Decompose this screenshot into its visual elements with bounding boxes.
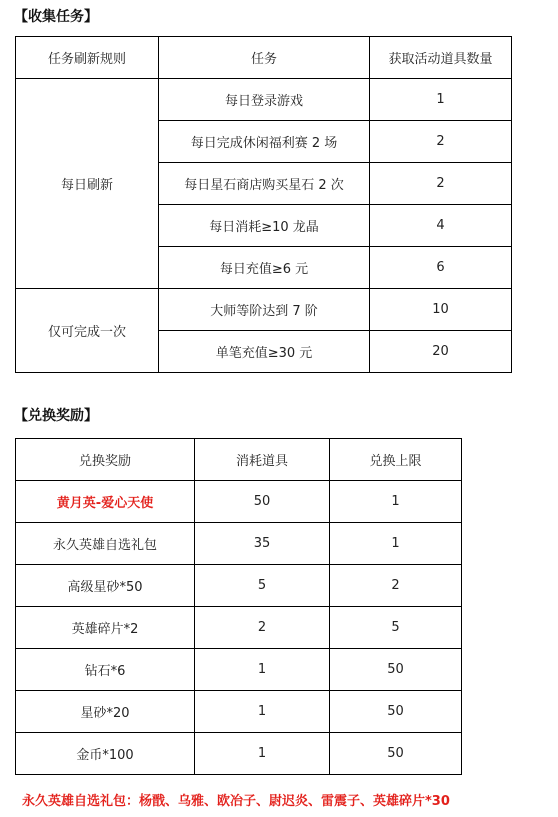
reward-cell: 黄月英-爱心天使	[16, 481, 195, 523]
quantity-cell: 6	[370, 247, 512, 289]
limit-cell: 1	[330, 481, 462, 523]
gift-pack-footnote: 永久英雄自选礼包：杨戬、乌雅、欧冶子、尉迟炎、雷震子、英雄碎片*30	[22, 794, 450, 809]
exchange-section-title: 【兑换奖励】	[14, 408, 98, 424]
collect-tasks-body	[16, 37, 512, 373]
reward-cell: 钻石*6	[16, 649, 195, 691]
header-reward: 兑换奖励	[16, 439, 195, 481]
refresh-rule-cell: 仅可完成一次	[16, 289, 159, 373]
table-header-row	[16, 439, 462, 481]
header-refresh-rule: 任务刷新规则	[16, 37, 159, 79]
limit-cell: 1	[330, 523, 462, 565]
quantity-cell: 2	[370, 163, 512, 205]
limit-cell: 50	[330, 691, 462, 733]
exchange-rewards-table	[15, 438, 462, 775]
cost-cell: 2	[195, 607, 330, 649]
quantity-cell: 2	[370, 121, 512, 163]
table-row	[16, 523, 462, 565]
table-row	[16, 481, 462, 523]
table-row	[16, 565, 462, 607]
header-cost: 消耗道具	[195, 439, 330, 481]
reward-cell: 金币*100	[16, 733, 195, 775]
table-row	[16, 649, 462, 691]
collect-section-title: 【收集任务】	[14, 9, 98, 25]
limit-cell: 5	[330, 607, 462, 649]
cost-cell: 1	[195, 649, 330, 691]
cost-cell: 5	[195, 565, 330, 607]
reward-cell: 英雄碎片*2	[16, 607, 195, 649]
task-cell: 每日星石商店购买星石 2 次	[159, 163, 370, 205]
task-cell: 每日消耗≥10 龙晶	[159, 205, 370, 247]
cost-cell: 1	[195, 733, 330, 775]
table-row	[16, 79, 512, 121]
limit-cell: 50	[330, 733, 462, 775]
task-cell: 每日完成休闲福利赛 2 场	[159, 121, 370, 163]
header-task: 任务	[159, 37, 370, 79]
task-cell: 大师等阶达到 7 阶	[159, 289, 370, 331]
reward-cell: 星砂*20	[16, 691, 195, 733]
header-limit: 兑换上限	[330, 439, 462, 481]
cost-cell: 50	[195, 481, 330, 523]
quantity-cell: 10	[370, 289, 512, 331]
task-cell: 每日充值≥6 元	[159, 247, 370, 289]
table-row	[16, 607, 462, 649]
table-header-row	[16, 37, 512, 79]
quantity-cell: 4	[370, 205, 512, 247]
cost-cell: 35	[195, 523, 330, 565]
table-row	[16, 733, 462, 775]
refresh-rule-cell: 每日刷新	[16, 79, 159, 289]
reward-cell: 永久英雄自选礼包	[16, 523, 195, 565]
task-cell: 每日登录游戏	[159, 79, 370, 121]
table-row	[16, 289, 512, 331]
quantity-cell: 1	[370, 79, 512, 121]
exchange-rewards-body	[16, 439, 462, 775]
reward-cell: 高级星砂*50	[16, 565, 195, 607]
cost-cell: 1	[195, 691, 330, 733]
task-cell: 单笔充值≥30 元	[159, 331, 370, 373]
collect-tasks-table	[15, 36, 512, 373]
limit-cell: 2	[330, 565, 462, 607]
quantity-cell: 20	[370, 331, 512, 373]
header-item-quantity: 获取活动道具数量	[370, 37, 512, 79]
limit-cell: 50	[330, 649, 462, 691]
table-row	[16, 691, 462, 733]
